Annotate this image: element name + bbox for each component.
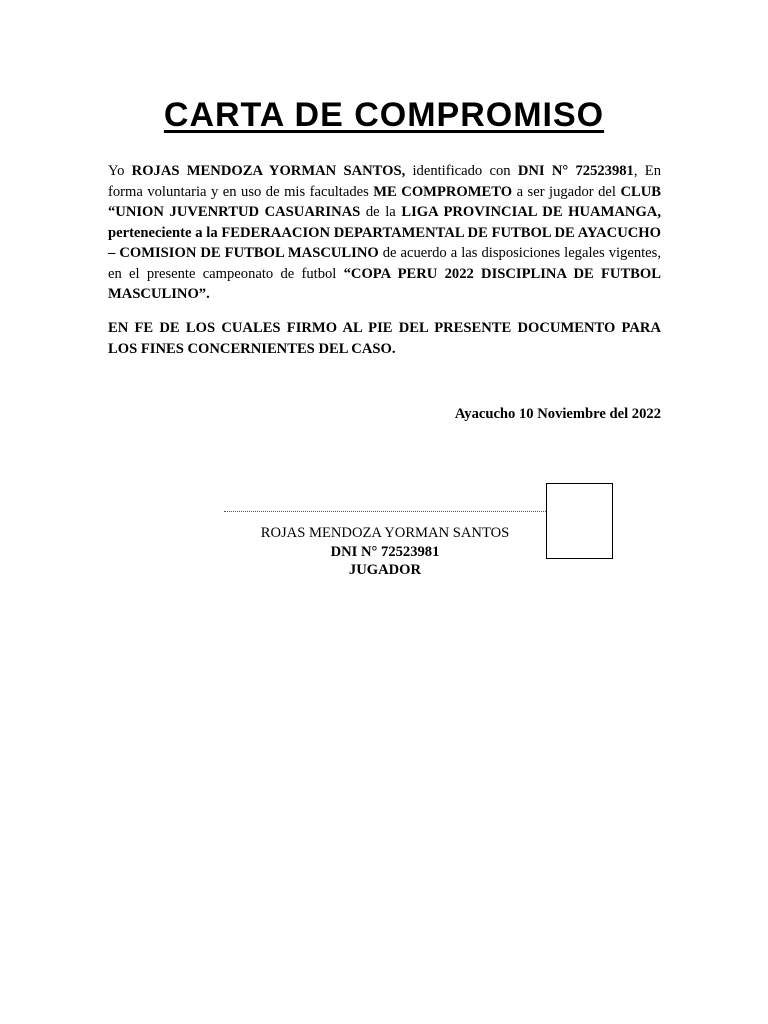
bold-text-run: “COPA PERU 2022 DISCIPLINA DE FUTBOL MASCULINO”. <box>108 265 661 302</box>
text-run: , En forma voluntaria y en uso de mis facultades <box>108 163 661 200</box>
place-date: Ayacucho 10 Noviembre del 2022 <box>454 406 661 422</box>
text-run: de acuerdo a las disposiciones legales vigentes, en el presente campeonato de futbol <box>108 245 661 282</box>
bold-text-run: DNI N° 72523981 <box>517 163 634 179</box>
bold-text-run: ME COMPROMETO <box>373 183 513 200</box>
document-title-text: CARTA DE COMPROMISO <box>163 96 605 134</box>
fingerprint-box <box>546 483 613 559</box>
commitment-paragraph <box>108 161 661 305</box>
text-run: Yo <box>108 163 132 179</box>
bold-text-run: CLUB “UNION JUVENRTUD CASUARINAS <box>108 183 661 220</box>
text-run: a ser jugador del <box>512 183 621 200</box>
closing-paragraph: EN FE DE LOS CUALES FIRMO AL PIE DEL PRESENTE DOCUMENTO PARA LOS FINES CONCERNIENTES DEL CASO. <box>108 320 661 357</box>
text-run: identificado con <box>405 163 518 179</box>
signer-role: JUGADOR <box>348 562 422 578</box>
document-title <box>0 96 768 135</box>
signature-line <box>224 511 546 512</box>
signer-dni: DNI N° 72523981 <box>330 543 440 560</box>
bold-text-run: LIGA PROVINCIAL DE HUAMANGA, perteneciente a la FEDERAACION DEPARTAMENTAL DE FUTBOL DE AYACUCHO – COMISION DE FUTBOL MASCULINO <box>108 204 661 261</box>
text-run: de la <box>360 204 402 220</box>
signature-block <box>224 524 546 580</box>
bold-text-run: ROJAS MENDOZA YORMAN SANTOS, <box>131 163 406 179</box>
signer-name: ROJAS MENDOZA YORMAN SANTOS <box>260 525 510 541</box>
